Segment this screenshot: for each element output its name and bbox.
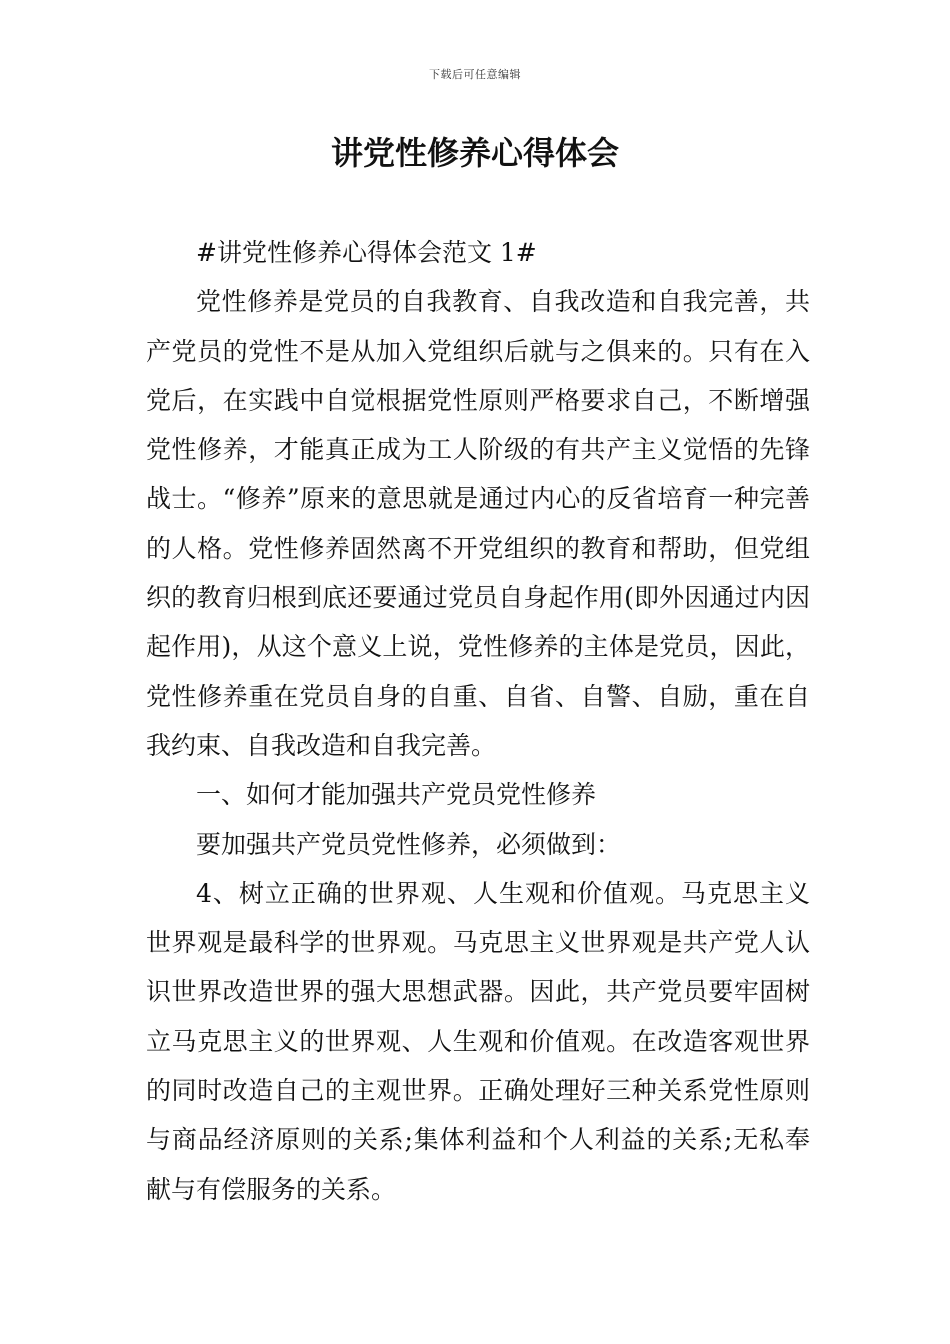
section-heading-1: 一、如何才能加强共产党员党性修养 xyxy=(196,780,597,810)
paragraph-point-4: 4、树立正确的世界观、人生观和价值观。马克思主义世界观是最科学的世界观。马克思主义世界观是共产党人认识世界改造世界的强大思想武器。因此，共产党员要牢固树立马克思主义的世界观、人生观和价值观。在改造客观世界的同时改造自己的主观世界。正确处理好三种关系党性原则与商品经济原则的关系;集体利益和个人利益的关系;无私奉献与有偿服务的关系。 xyxy=(146,878,810,1204)
section-heading-sample-1: #讲党性修养心得体会范文 1# xyxy=(196,238,537,267)
header-note: 下载后可任意编辑 xyxy=(429,68,521,81)
paragraph-intro: 党性修养是党员的自我教育、自我改造和自我完善，共产党员的党性不是从加入党组织后就与之俱来的。只有在入党后，在实践中自觉根据党性原则严格要求自己，不断增强党性修养，才能真正成为工人阶级的有共产主义觉悟的先锋战士。“修养”原来的意思就是通过内心的反省培育一种完善的人格。党性修养固然离不开党组织的教育和帮助，但党组织的教育归根到底还要通过党员自身起作用(即外因通过内因起作用)，从这个意义上说，党性修养的主体是党员，因此，党性修养重在党员自身的自重、自省、自警、自励，重在自我约束、自我改造和自我完善。 xyxy=(146,287,810,760)
document-title: 讲党性修养心得体会 xyxy=(330,134,619,172)
document-body xyxy=(146,228,810,1214)
paragraph-requirements: 要加强共产党员党性修养，必须做到： xyxy=(196,829,622,859)
